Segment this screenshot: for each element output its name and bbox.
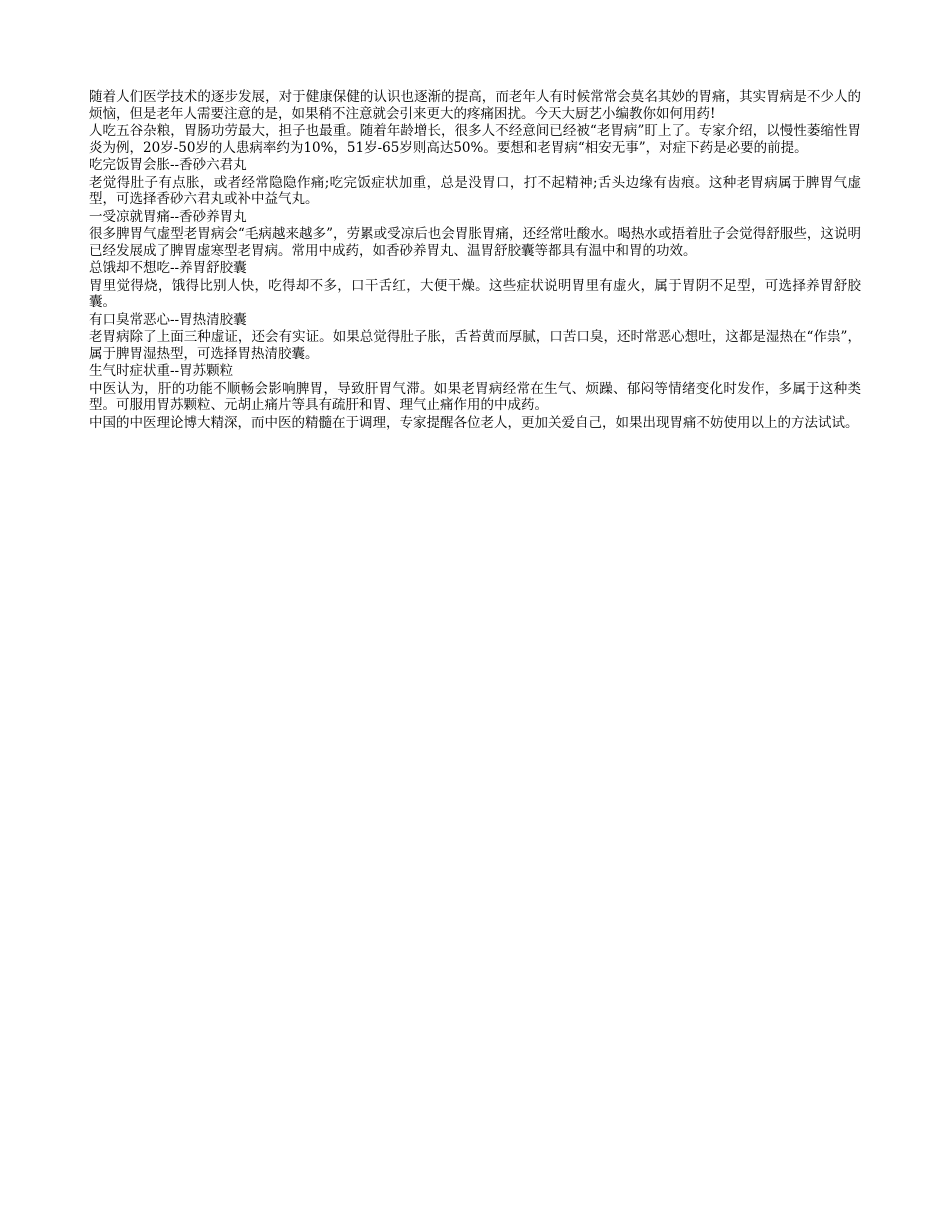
section-body-spleen-qi-deficiency: 老觉得肚子有点胀，或者经常隐隐作痛;吃完饭症状加重，总是没胃口，打不起精神;舌头边缘有齿痕。这种老胃病属于脾胃气虚型，可选择香砂六君丸或补中益气丸。 xyxy=(89,174,861,207)
section-heading-stomach-yin: 总饿却不想吃--养胃舒胶囊 xyxy=(89,260,247,276)
section-body-stomach-yin: 胃里觉得烧，饿得比别人快，吃得却不多，口干舌红，大便干燥。这些症状说明胃里有虚火，属于胃阴不足型，可选择养胃舒胶囊。 xyxy=(89,277,861,310)
section-body-liver-qi: 中医认为，肝的功能不顺畅会影响脾胃，导致肝胃气滞。如果老胃病经常在生气、烦躁、郁闷等情绪变化时发作，多属于这种类型。可服用胃苏颗粒、元胡止痛片等具有疏肝和胃、理气止痛作用的中成药。 xyxy=(89,380,861,413)
section-heading-damp-heat: 有口臭常恶心--胃热清胶囊 xyxy=(89,311,247,328)
intro-paragraph: 随着人们医学技术的逐步发展，对于健康保健的认识也逐渐的提高，而老年人有时候常常会莫名其妙的胃痛，其实胃病是不少人的烦恼，但是老年人需要注意的是，如果稍不注意就会引来更大的疼痛困扰。今天大厨艺小编教你如何用药! xyxy=(89,89,861,122)
section-heading-spleen-qi-deficiency: 吃完饭胃会胀--香砂六君丸 xyxy=(89,157,247,173)
section-heading-spleen-cold: 一受凉就胃痛--香砂养胃丸 xyxy=(89,208,247,225)
article-body xyxy=(89,89,861,432)
section-body-spleen-cold: 很多脾胃气虚型老胃病会“毛病越来越多”，劳累或受凉后也会胃胀胃痛，还经常吐酸水。喝热水或捂着肚子会觉得舒服些，这说明已经发展成了脾胃虚寒型老胃病。常用中成药，如香砂养胃丸、温胃舒胶囊等都具有温中和胃的功效。 xyxy=(89,226,861,259)
section-heading-liver-qi: 生气时症状重--胃苏颗粒 xyxy=(89,363,234,379)
section-body-damp-heat: 老胃病除了上面三种虚证，还会有实证。如果总觉得肚子胀，舌苔黄而厚腻，口苦口臭，还时常恶心想吐，这都是湿热在“作祟”，属于脾胃湿热型，可选择胃热清胶囊。 xyxy=(89,329,861,362)
closing-paragraph: 中国的中医理论博大精深，而中医的精髓在于调理，专家提醒各位老人，更加关爱自己，如果出现胃痛不妨使用以上的方法试试。 xyxy=(89,414,859,431)
background-paragraph: 人吃五谷杂粮，胃肠功劳最大，担子也最重。随着年龄增长，很多人不经意间已经被“老胃病”盯上了。专家介绍，以慢性萎缩性胃炎为例，20岁-50岁的人患病率约为10%，51岁-65岁则高达50%。要想和老胃病“相安无事”，对症下药是必要的前提。 xyxy=(89,123,861,156)
